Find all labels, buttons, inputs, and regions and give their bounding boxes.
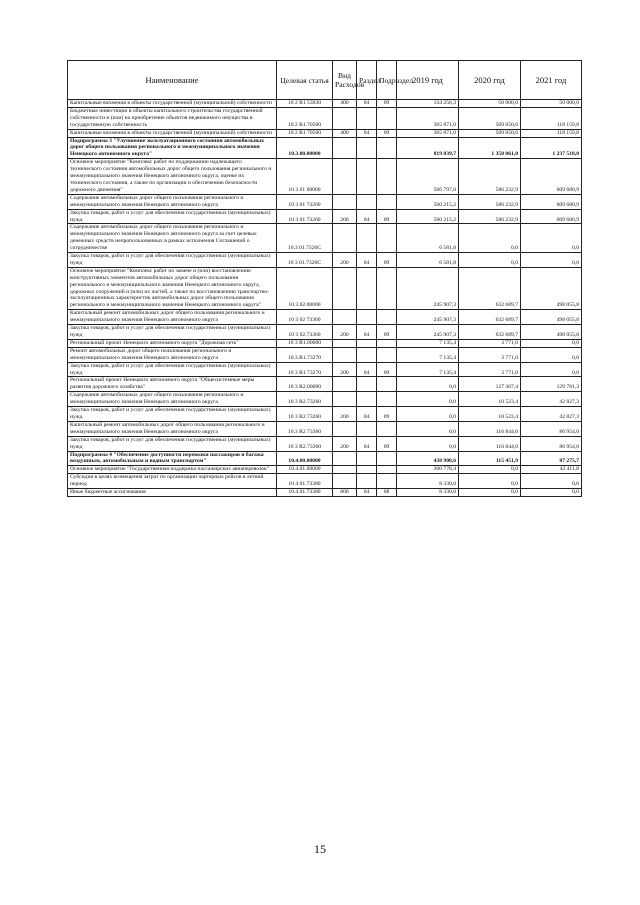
table-row (68, 253, 582, 268)
row-kind (333, 451, 357, 466)
row-section (357, 194, 377, 209)
row-target: 10 3 02 73360 (277, 310, 333, 325)
row-2021: 609 680,9 (521, 159, 582, 195)
row-name: Закупка товаров, работ и услуг для обеспечения государственных (муниципальных) нужд (68, 436, 277, 451)
row-name: Капитальный ремонт автомобильных дорог общего пользования регионального и межмуниципального значения Ненецкого автономного округа (68, 310, 277, 325)
row-2021: 42 827,3 (521, 392, 582, 407)
row-section (357, 267, 377, 309)
row-target: 10 3 01 73260 (277, 194, 333, 209)
row-2020: 632 689,7 (459, 310, 521, 325)
row-target: 10 3 01 00000 (277, 159, 333, 195)
row-target: 10 3 01 73260 (277, 209, 333, 224)
row-subsection (377, 194, 397, 209)
row-target: 10.3.00.00000 (277, 137, 333, 159)
row-name: Региональный проект Ненецкого автономного округа "Дорожная сеть" (68, 339, 277, 347)
row-subsection (377, 451, 397, 466)
row-section (357, 137, 377, 159)
row-2019: 0,0 (397, 392, 459, 407)
row-2021: 42 411,8 (521, 466, 582, 474)
row-name: Основное мероприятие "Комплекс работ по поддержанию надлежащего технического состояния автомобильных дорог общего пользования регионального и межмуниципального значения Ненецкого автономного округа, оценке их технического состояния, а также по организации и обеспечению безопасности дорожного движения" (68, 159, 277, 195)
row-2021: 0,0 (521, 489, 582, 497)
row-target: 10.4.00.00000 (277, 451, 333, 466)
row-kind: 200 (333, 362, 357, 377)
row-target: 10 3 R2.73260 (277, 407, 333, 422)
row-subsection: 09 (377, 407, 397, 422)
row-2019: 560 215,2 (397, 209, 459, 224)
row-2020: 632 689,7 (459, 267, 521, 309)
row-subsection: 08 (377, 489, 397, 497)
row-name: Субсидия в целях возмещения затрат по организации чартерных рейсов в летний период (68, 474, 277, 489)
table-row (68, 466, 582, 474)
row-name: Закупка товаров, работ и услуг для обеспечения государственных (муниципальных) нужд (68, 325, 277, 340)
row-section: 04 (357, 436, 377, 451)
table-body (68, 100, 582, 497)
row-2019: 7 135,4 (397, 347, 459, 362)
row-kind: 200 (333, 436, 357, 451)
row-2021: 0,0 (521, 347, 582, 362)
row-2019: 0,0 (397, 377, 459, 392)
row-kind (333, 474, 357, 489)
row-2021: 1 237 518,0 (521, 137, 582, 159)
table-row (68, 325, 582, 340)
row-target: 10 2 R1.70500 (277, 107, 333, 129)
row-section (357, 392, 377, 407)
row-section (357, 451, 377, 466)
row-2020: 586 232,9 (459, 194, 521, 209)
table-row (68, 347, 582, 362)
row-kind: 800 (333, 489, 357, 497)
row-subsection: 09 (377, 253, 397, 268)
row-section: 04 (357, 407, 377, 422)
table-row (68, 267, 582, 309)
row-subsection (377, 107, 397, 129)
row-name: Закупка товаров, работ и услуг для обеспечения государственных (муниципальных) нужд (68, 407, 277, 422)
table-row (68, 377, 582, 392)
table-row (68, 339, 582, 347)
row-2020: 0,0 (459, 253, 521, 268)
row-2021: 50 000,0 (521, 100, 582, 108)
row-2020: 0,0 (459, 224, 521, 253)
row-section: 04 (357, 489, 377, 497)
row-2021: 498 055,8 (521, 325, 582, 340)
row-kind (333, 137, 357, 159)
row-2019: 560 215,2 (397, 194, 459, 209)
row-2020: 586 232,9 (459, 209, 521, 224)
row-name: Основное мероприятие "Государственная поддержка пассажирских авиаперевозок" (68, 466, 277, 474)
row-kind: 400 (333, 100, 357, 108)
row-name: Капитальные вложения в объекты государственной (муниципальной) собственности (68, 100, 277, 108)
row-2019: 0,0 (397, 421, 459, 436)
row-name: Содержание автомобильных дорог общего пользования регионального и межмуниципального значения Ненецкого автономного округа (68, 392, 277, 407)
row-target: 10.4.01.00000 (277, 466, 333, 474)
row-2021: 87 275,7 (521, 451, 582, 466)
table-header-row (68, 61, 582, 100)
row-2019: 6 581,8 (397, 224, 459, 253)
row-target: 10.3.02.00000 (277, 267, 333, 309)
table-row (68, 392, 582, 407)
row-target: 10 3 R2.73360 (277, 436, 333, 451)
row-2019: 7 135,4 (397, 362, 459, 377)
row-2021: 0,0 (521, 224, 582, 253)
row-subsection (377, 347, 397, 362)
row-target: 10 2 R1 70500 (277, 129, 333, 137)
row-section (357, 466, 377, 474)
row-2019: 365 871,0 (397, 129, 459, 137)
row-target: 10.3 01.7326С (277, 224, 333, 253)
row-name: Основное мероприятие "Комплекс работ по замене и (или) восстановлению конструктивных элементов автомобильных дорог общего пользования регионального и межмуниципального значения Ненецкого автономного округа, дорожных сооружений и (или) их частей, а также по восстановлению транспортно-эксплуатационных характеристик автомобильных дорог общего пользования регионального и межмуниципального значения Ненецкого автономного округа" (68, 267, 277, 309)
row-kind (333, 421, 357, 436)
row-target: 10 3 02.73360 (277, 325, 333, 340)
row-2020: 0,0 (459, 489, 521, 497)
row-name: Подпрограмма 3 "Улучшение эксплуатационного состояния автомобильных дорог общего пользования регионального и межмуниципального значения Ненецкого автономного округа" (68, 137, 277, 159)
row-kind (333, 377, 357, 392)
row-section (357, 474, 377, 489)
row-section (357, 310, 377, 325)
table-row (68, 137, 582, 159)
row-2019: 819 839,7 (397, 137, 459, 159)
row-section (357, 107, 377, 129)
row-2020: 632 689,7 (459, 325, 521, 340)
row-section: 04 (357, 253, 377, 268)
row-target: 10 2 R1 53930 (277, 100, 333, 108)
table-row (68, 194, 582, 209)
row-kind (333, 267, 357, 309)
row-section: 04 (357, 325, 377, 340)
row-subsection: 09 (377, 129, 397, 137)
row-2020: 3 771,0 (459, 362, 521, 377)
row-2021: 118 159,8 (521, 107, 582, 129)
row-target: 10 4 01.73380 (277, 474, 333, 489)
row-kind: 200 (333, 407, 357, 422)
row-2021: 498 055,8 (521, 267, 582, 309)
header-2021: 2021 год (521, 61, 582, 100)
row-subsection: 09 (377, 436, 397, 451)
row-kind (333, 466, 357, 474)
row-target: 10 3 R2.73260 (277, 392, 333, 407)
row-subsection (377, 466, 397, 474)
row-2020: 116 844,0 (459, 436, 521, 451)
row-2019: 566 797,0 (397, 159, 459, 195)
row-section: 04 (357, 129, 377, 137)
row-2021: 118 159,8 (521, 129, 582, 137)
page-number: 15 (314, 842, 326, 856)
row-section: 04 (357, 362, 377, 377)
row-2021: 42 827,3 (521, 407, 582, 422)
row-kind (333, 159, 357, 195)
row-kind (333, 339, 357, 347)
row-2021: 86 954,0 (521, 421, 582, 436)
row-subsection (377, 159, 397, 195)
header-target: Целевая статья (277, 61, 333, 100)
row-kind (333, 347, 357, 362)
row-subsection (377, 421, 397, 436)
row-2020: 3 771,0 (459, 347, 521, 362)
table-row (68, 474, 582, 489)
row-2021: 0,0 (521, 253, 582, 268)
row-subsection (377, 310, 397, 325)
row-section (357, 421, 377, 436)
table-row (68, 421, 582, 436)
row-name: Закупка товаров, работ и услуг для обеспечения государственных (муниципальных) нужд (68, 362, 277, 377)
row-2021: 609 680,9 (521, 209, 582, 224)
table-row (68, 451, 582, 466)
row-section: 04 (357, 100, 377, 108)
row-2021: 0,0 (521, 362, 582, 377)
row-2020: 127 367,4 (459, 377, 521, 392)
row-subsection: 09 (377, 209, 397, 224)
row-name: Содержание автомобильных дорог общего пользования регионального и межмуниципального значения Ненецкого автономного округа за счет целевых денежных средств непропользованных в рамках исполнения Соглашений о сотрудничестве (68, 224, 277, 253)
row-name: Ремонт автомобильных дорог общего пользования регионального и межмуниципального значения Ненецкого автономного округа (68, 347, 277, 362)
row-2020: 115 451,9 (459, 451, 521, 466)
header-kind: Вид Расходов (333, 61, 357, 100)
row-kind: 200 (333, 325, 357, 340)
row-2019: 0,0 (397, 436, 459, 451)
row-section: 04 (357, 209, 377, 224)
table-row (68, 436, 582, 451)
row-subsection: 09 (377, 100, 397, 108)
header-2020: 2020 год (459, 61, 521, 100)
row-name: Подпрограмма 4 "Обеспечение доступности перевозки пассажиров и багажа воздушным, автомобильным и водным транспортом" (68, 451, 277, 466)
table-row (68, 159, 582, 195)
row-2019: 6 581,8 (397, 253, 459, 268)
row-target: 10.3.R1.73270 (277, 347, 333, 362)
row-kind (333, 310, 357, 325)
header-name: Наименование (68, 61, 277, 100)
row-2019: 8 330,0 (397, 489, 459, 497)
row-name: Капитальный ремонт автомобильных дорог общего пользования регионального и межмуниципального значения Ненецкого автономного округа (68, 421, 277, 436)
row-2021: 129 781,3 (521, 377, 582, 392)
row-2020: 1 350 061,0 (459, 137, 521, 159)
row-2020: 10 523,4 (459, 392, 521, 407)
row-kind (333, 224, 357, 253)
row-2020: 509 050,6 (459, 107, 521, 129)
header-section: Раздел (357, 61, 377, 100)
row-2019: 134 256,3 (397, 100, 459, 108)
row-target: 10.4.01.73380 (277, 489, 333, 497)
row-subsection (377, 377, 397, 392)
row-section (357, 159, 377, 195)
budget-table (67, 60, 582, 497)
row-kind: 400 (333, 129, 357, 137)
row-name: Иные бюджетные ассигнования (68, 489, 277, 497)
header-2019: 2019 год (397, 61, 459, 100)
row-subsection: 09 (377, 362, 397, 377)
row-2019: 438 908,6 (397, 451, 459, 466)
row-2021: 0,0 (521, 339, 582, 347)
row-2020: 10 523,4 (459, 407, 521, 422)
row-2019: 300 778,4 (397, 466, 459, 474)
row-target: 10 3 R2.00000 (277, 377, 333, 392)
row-kind: 200 (333, 209, 357, 224)
row-2020: 0,0 (459, 466, 521, 474)
row-2019: 365 871,0 (397, 107, 459, 129)
row-name: Региональный проект Ненецкого автономного округа "Общесистемные меры развития дорожного хозяйства" (68, 377, 277, 392)
row-2020: 50 000,0 (459, 100, 521, 108)
row-2020: 3 771,0 (459, 339, 521, 347)
row-target: 10.3 R2 73360 (277, 421, 333, 436)
row-2019: 8 330,0 (397, 474, 459, 489)
row-name: Закупка товаров, работ и услуг для обеспечения государственных (муниципальных) нужд (68, 209, 277, 224)
row-section (357, 224, 377, 253)
row-target: 10 3 01.7326С (277, 253, 333, 268)
row-subsection (377, 267, 397, 309)
row-subsection (377, 339, 397, 347)
row-2020: 116 844,0 (459, 421, 521, 436)
row-section (357, 339, 377, 347)
row-2019: 0,0 (397, 407, 459, 422)
table-row (68, 310, 582, 325)
row-2021: 609 680,9 (521, 194, 582, 209)
table-row (68, 224, 582, 253)
row-name: Капитальные вложения в объекты государственной (муниципальной) собственности (68, 129, 277, 137)
row-subsection (377, 137, 397, 159)
row-name: Содержание автомобильных дорог общего пользования регионального и межмуниципального значения Ненецкого автономного округа (68, 194, 277, 209)
table-row (68, 407, 582, 422)
table-row (68, 209, 582, 224)
row-2020: 586 232,9 (459, 159, 521, 195)
table-row (68, 362, 582, 377)
row-subsection: 09 (377, 325, 397, 340)
row-subsection (377, 474, 397, 489)
table-row (68, 489, 582, 497)
row-kind: 200 (333, 253, 357, 268)
row-subsection (377, 224, 397, 253)
row-section (357, 347, 377, 362)
row-2021: 0,0 (521, 474, 582, 489)
table-row (68, 100, 582, 108)
row-2019: 7 135,4 (397, 339, 459, 347)
row-kind (333, 392, 357, 407)
row-target: 10 3 R1.00000 (277, 339, 333, 347)
row-target: 10 3 R1 73270 (277, 362, 333, 377)
row-kind (333, 107, 357, 129)
row-2021: 498 055,8 (521, 310, 582, 325)
header-subsection: Подраздел (377, 61, 397, 100)
row-section (357, 377, 377, 392)
row-2019: 245 907,3 (397, 310, 459, 325)
row-2019: 245 907,3 (397, 267, 459, 309)
row-name: Закупка товаров, работ и услуг для обеспечения государственных (муниципальных) нужд (68, 253, 277, 268)
row-2019: 245 907,3 (397, 325, 459, 340)
row-2020: 509 050,6 (459, 129, 521, 137)
row-name: Бюджетные инвестиции в объекты капитального строительства государственной собственности и (или) на приобретение объектов недвижимого имущества в государственную собственность (68, 107, 277, 129)
row-subsection (377, 392, 397, 407)
table-row (68, 107, 582, 129)
table-row (68, 129, 582, 137)
row-2021: 86 954,0 (521, 436, 582, 451)
row-kind (333, 194, 357, 209)
row-2020: 0,0 (459, 474, 521, 489)
